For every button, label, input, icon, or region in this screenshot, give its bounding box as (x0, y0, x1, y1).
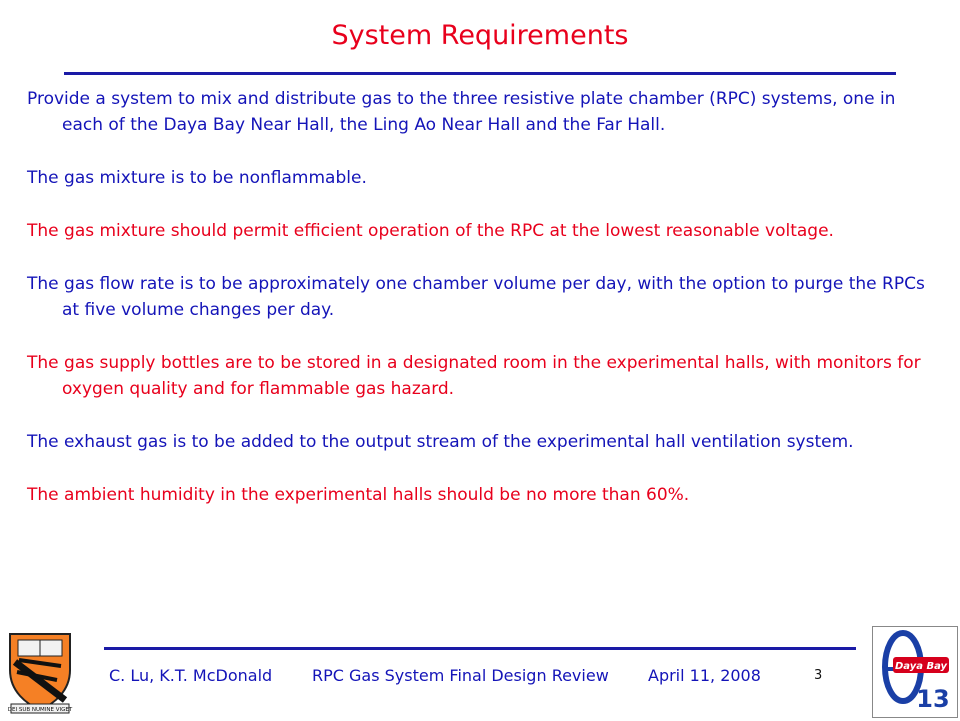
footer-date: April 11, 2008 (648, 666, 761, 685)
footer-rule (104, 647, 856, 650)
daya-bay-text: Daya Bay (894, 661, 948, 672)
footer-review: RPC Gas System Final Design Review (312, 666, 609, 685)
requirement-item: The exhaust gas is to be added to the output stream of the experimental hall ventilation system. (27, 432, 854, 452)
title-rule (64, 72, 896, 75)
princeton-shield-icon (5, 630, 75, 716)
page-number: 3 (814, 668, 823, 683)
daya-bay-theta13-logo-icon (872, 626, 958, 718)
requirements-list (27, 86, 939, 535)
theta-13-number: 13 (916, 685, 950, 713)
requirement-item: The gas flow rate is to be approximately one chamber volume per day, with the option to purge the RPCs at five volume changes per day. (27, 274, 925, 320)
footer-authors: C. Lu, K.T. McDonald (109, 666, 273, 685)
requirement-item: The gas mixture should permit efficient operation of the RPC at the lowest reasonable voltage. (27, 221, 834, 241)
slide-title: System Requirements (331, 20, 629, 51)
requirement-item: The gas mixture is to be nonflammable. (27, 168, 367, 188)
princeton-motto: DEI SUB NUMINE VIGET (7, 707, 73, 713)
requirement-item: The ambient humidity in the experimental halls should be no more than 60%. (27, 485, 690, 505)
requirement-item: The gas supply bottles are to be stored in a designated room in the experimental halls, with monitors for oxygen quality and for flammable gas hazard. (27, 353, 921, 399)
requirement-item: Provide a system to mix and distribute gas to the three resistive plate chamber (RPC) systems, one in each of the Daya Bay Near Hall, the Ling Ao Near Hall and the Far Hall. (27, 89, 896, 135)
